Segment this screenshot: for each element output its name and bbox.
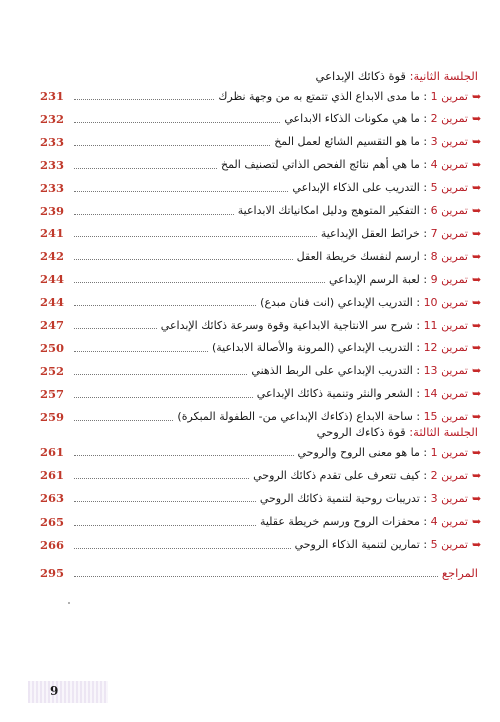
- exercise-label: تمرين: [441, 89, 468, 103]
- toc-entry: [298, 446, 469, 459]
- page-number: 233: [40, 157, 65, 172]
- toc-entry: [284, 112, 468, 125]
- exercise-number: 5: [430, 538, 438, 552]
- exercise-title: كيف تتعرف على تقدم ذكائك الروحي: [253, 468, 420, 482]
- toc-row: [40, 270, 482, 288]
- arrow-icon: ➥: [472, 341, 482, 355]
- dot-leader: [74, 235, 317, 237]
- arrow-icon: ➥: [472, 204, 482, 217]
- separator: :: [419, 249, 431, 263]
- arrow-icon: ➥: [472, 538, 482, 552]
- toc-entry: [274, 135, 468, 148]
- separator: :: [419, 89, 431, 103]
- toc-row: [40, 443, 482, 461]
- separator: :: [419, 226, 431, 240]
- separator: :: [412, 295, 424, 309]
- exercise-number: 15: [423, 410, 438, 424]
- exercise-label: تمرين: [441, 272, 468, 286]
- exercise-number: 2: [430, 468, 438, 482]
- exercise-number: 9: [430, 272, 438, 286]
- exercise-label: تمرين: [441, 515, 468, 529]
- exercise-number: 8: [430, 249, 438, 263]
- toc-entry: [295, 538, 468, 551]
- toc-row: [40, 339, 482, 357]
- dot-leader: [74, 258, 293, 260]
- separator: :: [419, 468, 431, 482]
- exercise-number: 2: [430, 112, 438, 126]
- exercise-number: 1: [430, 89, 438, 103]
- section2-label: الجلسة الثانية:: [409, 69, 478, 83]
- exercise-label: تمرين: [441, 387, 468, 401]
- page-number: 257: [40, 386, 65, 401]
- exercise-label: تمرين: [441, 226, 468, 240]
- separator: :: [412, 318, 424, 332]
- toc-row: [40, 316, 482, 334]
- exercise-title: ما هي أهم نتائج الفحص الذاتي لتصنيف المخ: [220, 158, 420, 172]
- section2-name: قوة ذكائك الإبداعي: [315, 69, 406, 83]
- arrow-icon: ➥: [472, 318, 482, 332]
- arrow-icon: ➥: [472, 112, 482, 126]
- exercise-number: 12: [423, 341, 438, 355]
- toc-row: [40, 489, 482, 507]
- exercise-title: التدريب الإبداعي على الربط الذهني: [251, 364, 413, 378]
- page-number: 265: [40, 514, 65, 529]
- page-number: 244: [40, 295, 65, 310]
- separator: :: [412, 410, 424, 424]
- toc-row: [40, 362, 482, 380]
- exercise-title: التدريب الإبداعي (المرونة والأصالة الابداعية): [211, 341, 413, 355]
- references-page: 295: [40, 566, 65, 580]
- page-number: 233: [40, 134, 65, 149]
- toc-entry: [218, 90, 468, 103]
- toc-entry: [238, 204, 468, 217]
- exercise-title: التدريب على الذكاء الإبداعي: [292, 181, 420, 195]
- exercise-title: خرائط العقل الإبداعية: [320, 226, 420, 240]
- arrow-icon: ➥: [472, 158, 482, 172]
- dot-leader: [74, 419, 173, 421]
- dot-leader: [74, 167, 217, 169]
- toc-row: [40, 133, 482, 151]
- arrow-icon: ➥: [472, 364, 482, 378]
- section3-heading: [317, 425, 478, 439]
- page-number: 261: [40, 468, 65, 483]
- exercise-label: تمرين: [441, 112, 468, 126]
- arrow-icon: ➥: [472, 295, 482, 309]
- dot-leader: [74, 524, 256, 526]
- arrow-icon: ➥: [472, 226, 482, 240]
- toc-entry: [212, 341, 468, 354]
- arrow-icon: ➥: [472, 387, 482, 401]
- toc-entry: [260, 296, 468, 309]
- dot-leader: [74, 477, 249, 479]
- footer-page-number: 9: [50, 684, 59, 698]
- exercise-label: تمرين: [441, 491, 468, 505]
- separator: :: [419, 445, 431, 459]
- toc-entry: [161, 319, 468, 332]
- separator: :: [419, 204, 431, 217]
- toc-row: [40, 385, 482, 403]
- toc-row: [40, 224, 482, 242]
- arrow-icon: ➥: [472, 135, 482, 149]
- exercise-label: تمرين: [441, 158, 468, 172]
- dot-leader: [74, 454, 294, 456]
- arrow-icon: ➥: [472, 491, 482, 505]
- exercise-number: 4: [430, 515, 438, 529]
- separator: :: [419, 112, 431, 126]
- page-number: 232: [40, 111, 65, 126]
- toc-row: [40, 408, 482, 426]
- exercise-number: 4: [430, 158, 438, 172]
- separator: :: [419, 491, 431, 505]
- dot-leader: [74, 213, 234, 215]
- separator: :: [419, 538, 431, 552]
- dot-leader: [74, 350, 208, 352]
- arrow-icon: ➥: [472, 89, 482, 103]
- exercise-number: 7: [430, 226, 438, 240]
- toc-entry: [260, 492, 468, 505]
- separator: :: [419, 515, 431, 529]
- exercise-title: ما هو معنى الروح والروحي: [297, 445, 420, 459]
- separator: :: [412, 364, 424, 378]
- dot-leader: [74, 144, 270, 146]
- toc-row: [40, 156, 482, 174]
- toc-row: [40, 293, 482, 311]
- toc-entry: [260, 515, 468, 528]
- page-number: 244: [40, 272, 65, 287]
- arrow-icon: ➥: [472, 249, 482, 263]
- page-number: 242: [40, 249, 65, 264]
- exercise-title: ارسم لنفسك خريطة العقل: [296, 249, 420, 263]
- page-number: 261: [40, 445, 65, 459]
- exercise-number: 3: [430, 491, 438, 505]
- exercise-label: تمرين: [441, 318, 468, 332]
- exercise-label: تمرين: [441, 445, 468, 459]
- dot-leader: [74, 575, 438, 577]
- toc-entry: [251, 364, 468, 377]
- exercise-label: تمرين: [441, 341, 468, 355]
- toc-entry: [257, 387, 468, 400]
- exercise-label: تمرين: [441, 249, 468, 263]
- exercise-label: تمرين: [441, 204, 468, 217]
- page-number: 266: [40, 537, 65, 552]
- exercise-number: 14: [423, 387, 438, 401]
- page-number: 250: [40, 340, 65, 355]
- section3-name: قوة ذكاءك الروحي: [316, 425, 406, 439]
- exercise-number: 10: [423, 295, 438, 309]
- toc-row: [40, 202, 482, 220]
- dot-leader: [74, 304, 256, 306]
- exercise-label: تمرين: [441, 364, 468, 378]
- section3-label: الجلسة الثالثة:: [409, 425, 478, 439]
- toc-entry: [321, 227, 468, 240]
- exercise-label: تمرين: [441, 538, 468, 552]
- dot-leader: [74, 327, 157, 329]
- page-number: 231: [40, 89, 65, 103]
- exercise-title: تمارين لتنمية الذكاء الروحي: [294, 538, 420, 552]
- toc-row: [40, 466, 482, 484]
- toc-entry: [329, 273, 468, 286]
- mark-dot: [68, 602, 70, 604]
- toc-row: [40, 87, 482, 105]
- exercise-number: 6: [430, 204, 438, 217]
- toc-entry: [292, 181, 468, 194]
- page-number: 252: [40, 363, 65, 378]
- dot-leader: [74, 190, 288, 192]
- dot-leader: [74, 396, 253, 398]
- exercise-title: التدريب الإبداعي (انت فنان مبدع): [260, 295, 413, 309]
- page-number: 241: [40, 226, 65, 241]
- section2-heading: [316, 69, 478, 83]
- page-number: 233: [40, 180, 65, 195]
- dot-leader: [74, 121, 280, 123]
- toc-row: [40, 179, 482, 197]
- separator: :: [412, 341, 424, 355]
- toc-row: [40, 513, 482, 531]
- separator: :: [419, 181, 431, 195]
- toc-row: [40, 247, 482, 265]
- arrow-icon: ➥: [472, 181, 482, 195]
- exercise-number: 5: [430, 181, 438, 195]
- arrow-icon: ➥: [472, 445, 482, 459]
- exercise-title: الشعر والنثر وتنمية ذكائك الإبداعي: [256, 387, 413, 401]
- toc-entry: [221, 158, 468, 171]
- dot-leader: [74, 547, 291, 549]
- exercise-label: تمرين: [441, 295, 468, 309]
- toc-entry: [297, 250, 468, 263]
- exercise-title: ما مدى الابداع الذي تتمتع به من وجهة نظرك: [218, 89, 420, 103]
- dot-leader: [74, 500, 256, 502]
- page-number: 259: [40, 409, 65, 424]
- exercise-title: ساحة الابداع (ذكاءك الإبداعي من- الطفولة المبكرة): [177, 410, 413, 424]
- references-label: المراجع: [441, 566, 478, 580]
- exercise-number: 1: [430, 445, 438, 459]
- exercise-label: تمرين: [441, 181, 468, 195]
- arrow-icon: ➥: [472, 410, 482, 424]
- toc-entry: [253, 469, 468, 482]
- references-row: [40, 564, 478, 582]
- page-number: 239: [40, 203, 65, 218]
- arrow-icon: ➥: [472, 515, 482, 529]
- exercise-label: تمرين: [441, 468, 468, 482]
- exercise-title: التفكير المتوهج ودليل امكانياتك الابداعية: [237, 204, 420, 217]
- toc-row: [40, 110, 482, 128]
- exercise-number: 13: [423, 364, 438, 378]
- page-number: 263: [40, 491, 65, 506]
- dot-leader: [74, 373, 247, 375]
- toc-entry: [177, 410, 468, 423]
- exercise-title: محفزات الروح ورسم خريطة عقلية: [259, 515, 420, 529]
- exercise-title: ما هي مكونات الذكاء الابداعي: [284, 112, 420, 126]
- exercise-label: تمرين: [441, 410, 468, 424]
- separator: :: [419, 272, 431, 286]
- exercise-title: شرح سر الانتاجية الابداعية وقوة وسرعة ذكائك الإبداعي: [160, 318, 413, 332]
- exercise-label: تمرين: [441, 135, 468, 149]
- separator: :: [419, 158, 431, 172]
- separator: :: [419, 135, 431, 149]
- exercise-number: 3: [430, 135, 438, 149]
- exercise-number: 11: [423, 318, 438, 332]
- dot-leader: [74, 281, 325, 283]
- exercise-title: لعبة الرسم الإبداعي: [329, 272, 420, 286]
- arrow-icon: ➥: [472, 468, 482, 482]
- separator: :: [412, 387, 424, 401]
- page-number: 247: [40, 318, 65, 332]
- exercise-title: تدريبات روحية لتنمية ذكائك الروحي: [259, 491, 420, 505]
- arrow-icon: ➥: [472, 272, 482, 286]
- dot-leader: [74, 98, 214, 100]
- exercise-title: ما هو التقسيم الشائع لعمل المخ: [274, 135, 420, 149]
- toc-row: [40, 536, 482, 554]
- footer-decoration: [28, 681, 108, 703]
